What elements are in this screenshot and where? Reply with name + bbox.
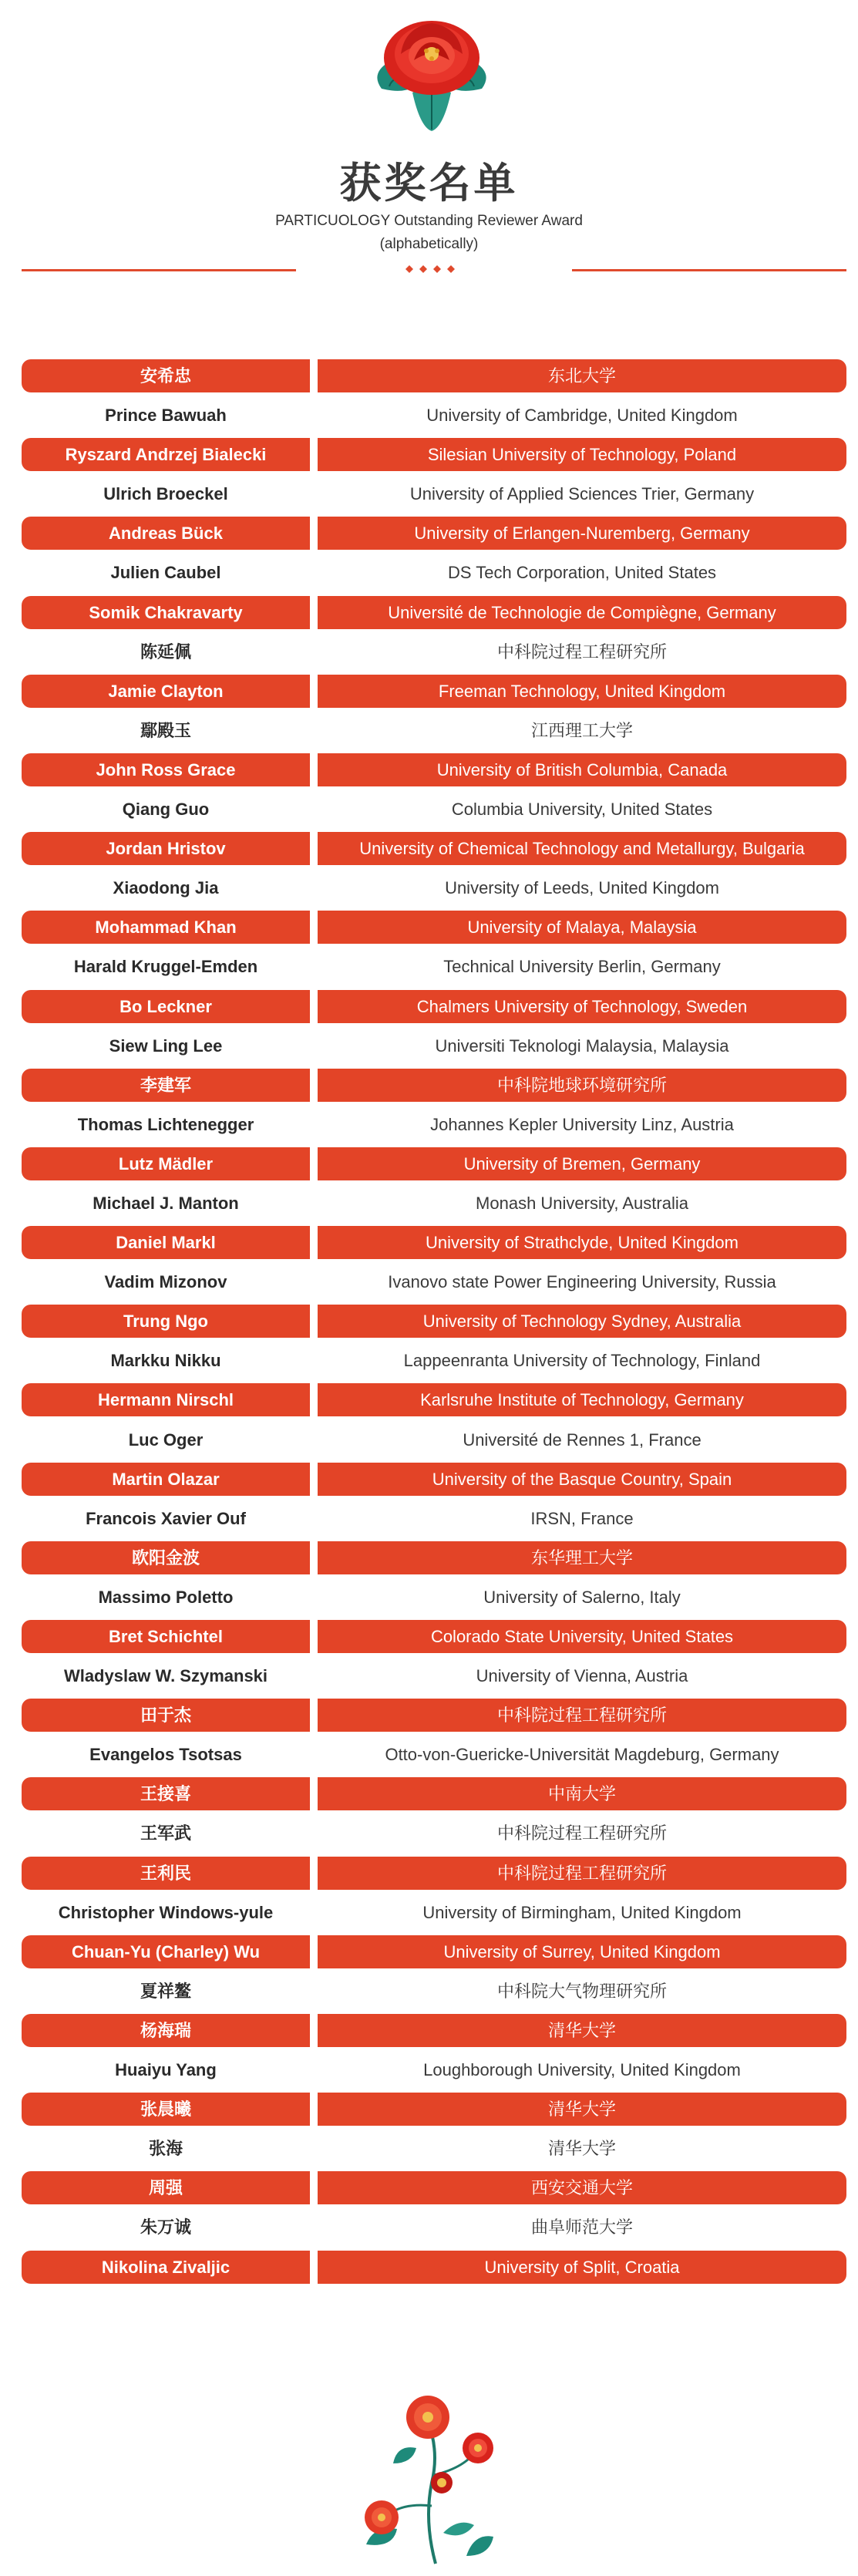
reviewer-affiliation: University of Cambridge, United Kingdom [426, 406, 738, 426]
reviewer-name: Andreas Bück [22, 517, 310, 550]
reviewer-affiliation: Silesian University of Technology, Poland [318, 438, 846, 471]
reviewer-row [0, 947, 858, 986]
reviewer-row [0, 1184, 858, 1223]
reviewer-row [0, 1813, 858, 1853]
reviewer-row [0, 1105, 858, 1144]
reviewer-row [0, 829, 858, 868]
reviewer-name: Thomas Lichtenegger [77, 1114, 254, 1134]
reviewer-name: Martin Olazar [22, 1463, 310, 1496]
reviewer-affiliation: University of Vienna, Austria [476, 1666, 688, 1686]
reviewer-name: Jordan Hristov [22, 832, 310, 865]
reviewer-row [0, 1578, 858, 1617]
reviewer-row [0, 2248, 858, 2287]
reviewer-row [0, 1223, 858, 1262]
reviewer-affiliation: Johannes Kepler University Linz, Austria [430, 1114, 734, 1134]
reviewer-name: 杨海瑞 [22, 2014, 310, 2047]
reviewer-row [0, 672, 858, 711]
reviewer-name: Somik Chakravarty [22, 596, 310, 629]
reviewer-affiliation: Karlsruhe Institute of Technology, Germany [318, 1383, 846, 1416]
reviewer-row [0, 1854, 858, 1893]
reviewer-affiliation: 中科院过程工程研究所 [318, 1699, 846, 1732]
reviewer-row [0, 711, 858, 750]
reviewer-row [0, 2011, 858, 2050]
award-subtitle [0, 210, 858, 256]
reviewer-affiliation: University of Bremen, Germany [318, 1147, 846, 1180]
reviewer-affiliation: University of Salerno, Italy [483, 1587, 681, 1607]
reviewer-row [0, 1301, 858, 1341]
reviewer-row [0, 2168, 858, 2207]
reviewer-name: Christopher Windows-yule [58, 1902, 274, 1922]
reviewer-name: 周强 [22, 2171, 310, 2204]
peony-flower-icon [358, 0, 505, 135]
reviewer-name: Ulrich Broeckel [103, 484, 228, 504]
reviewer-name: 王利民 [22, 1857, 310, 1890]
reviewer-name: Nikolina Zivaljic [22, 2251, 310, 2284]
reviewer-name: Prince Bawuah [105, 406, 227, 426]
reviewer-row [0, 514, 858, 553]
reviewer-affiliation: Université de Technologie de Compiègne, Germany [318, 596, 846, 629]
reviewer-affiliation: 中南大学 [318, 1777, 846, 1810]
reviewer-row [0, 553, 858, 592]
reviewer-affiliation: 曲阜师范大学 [530, 2217, 633, 2238]
reviewer-name: Harald Kruggel-Emden [73, 957, 258, 977]
reviewer-affiliation: DS Tech Corporation, United States [447, 563, 717, 583]
reviewer-affiliation: IRSN, France [530, 1508, 634, 1528]
reviewer-name: Michael J. Manton [93, 1193, 239, 1213]
reviewer-affiliation: 清华大学 [547, 2139, 616, 2159]
page-title: 获奖名单 [339, 159, 519, 207]
reviewer-affiliation: University of Strathclyde, United Kingdom [318, 1226, 846, 1259]
reviewer-name: 李建军 [22, 1069, 310, 1102]
reviewer-name: Wladyslaw W. Szymanski [63, 1666, 268, 1686]
reviewer-row [0, 1735, 858, 1774]
reviewer-row [0, 907, 858, 947]
reviewer-name: Francois Xavier Ouf [86, 1508, 246, 1528]
reviewer-affiliation: Université de Rennes 1, France [463, 1429, 702, 1450]
reviewer-name: Lutz Mädler [22, 1147, 310, 1180]
reviewer-row [0, 2089, 858, 2129]
reviewer-affiliation: 西安交通大学 [318, 2171, 846, 2204]
reviewer-name: 鄢殿玉 [140, 720, 191, 740]
reviewer-row [0, 1262, 858, 1301]
reviewer-name: Jamie Clayton [22, 675, 310, 708]
reviewer-row [0, 2129, 858, 2168]
reviewer-name: Daniel Markl [22, 1226, 310, 1259]
reviewer-row [0, 632, 858, 672]
reviewer-name: 安希忠 [22, 359, 310, 392]
reviewer-row [0, 1380, 858, 1419]
reviewer-name: 陈延佩 [140, 641, 191, 662]
diamond-dots-icon [403, 260, 457, 278]
reviewer-affiliation: University of Birmingham, United Kingdom [422, 1902, 742, 1922]
award-name: PARTICUOLOGY Outstanding Reviewer Award [275, 213, 583, 229]
reviewer-row [0, 1499, 858, 1538]
reviewer-row [0, 1420, 858, 1460]
ordering-note: (alphabetically) [379, 236, 479, 252]
reviewer-name: Huaiyu Yang [115, 2060, 217, 2080]
reviewer-affiliation: 中科院大气物理研究所 [496, 1981, 667, 2001]
reviewer-name: Hermann Nirschl [22, 1383, 310, 1416]
reviewer-row [0, 593, 858, 632]
reviewer-row [0, 1656, 858, 1695]
reviewer-name: Vadim Mizonov [104, 1272, 227, 1292]
reviewer-row [0, 1893, 858, 1932]
reviewer-name: Ryszard Andrzej Bialecki [22, 438, 310, 471]
reviewer-affiliation: University of Chemical Technology and Metallurgy, Bulgaria [318, 832, 846, 865]
reviewer-affiliation: Otto-von-Guericke-Universität Magdeburg, Germany [385, 1745, 779, 1765]
reviewer-row [0, 474, 858, 514]
reviewer-affiliation: University of Erlangen-Nuremberg, Germany [318, 517, 846, 550]
reviewer-affiliation: Columbia University, United States [451, 800, 713, 820]
flower-branch-icon [351, 2390, 509, 2568]
reviewer-affiliation: 中科院过程工程研究所 [496, 641, 667, 662]
reviewer-name: Trung Ngo [22, 1305, 310, 1338]
reviewer-row [0, 1932, 858, 1972]
reviewer-name: 王接喜 [22, 1777, 310, 1810]
reviewer-row [0, 1695, 858, 1735]
reviewer-row [0, 356, 858, 396]
reviewer-affiliation: University of Split, Croatia [318, 2251, 846, 2284]
reviewer-name: 王军武 [140, 1823, 191, 1844]
reviewer-affiliation: University of Malaya, Malaysia [318, 911, 846, 944]
reviewer-row [0, 1144, 858, 1184]
divider-left [22, 269, 296, 271]
reviewer-affiliation: 江西理工大学 [530, 720, 633, 740]
reviewer-affiliation: Lappeenranta University of Technology, Finland [403, 1351, 761, 1371]
reviewer-row [0, 1538, 858, 1578]
reviewer-row [0, 1460, 858, 1499]
reviewer-row [0, 1617, 858, 1656]
reviewer-affiliation: University of the Basque Country, Spain [318, 1463, 846, 1496]
reviewer-name: 田于杰 [22, 1699, 310, 1732]
reviewer-affiliation: Monash University, Australia [476, 1193, 688, 1213]
reviewer-name: 张海 [148, 2139, 183, 2159]
reviewer-affiliation: 东北大学 [318, 359, 846, 392]
reviewer-name: Bret Schichtel [22, 1620, 310, 1653]
reviewer-name: 朱万诚 [140, 2217, 191, 2238]
reviewer-row [0, 2207, 858, 2247]
reviewer-name: John Ross Grace [22, 753, 310, 786]
reviewer-name: Julien Caubel [110, 563, 221, 583]
reviewer-affiliation: Chalmers University of Technology, Sweden [318, 990, 846, 1023]
reviewer-affiliation: 中科院过程工程研究所 [318, 1857, 846, 1890]
reviewer-row [0, 750, 858, 790]
reviewer-name: Mohammad Khan [22, 911, 310, 944]
reviewer-row [0, 1972, 858, 2011]
reviewer-name: Xiaodong Jia [113, 878, 219, 898]
reviewer-affiliation: University of Technology Sydney, Australia [318, 1305, 846, 1338]
reviewer-affiliation: University of British Columbia, Canada [318, 753, 846, 786]
reviewer-name: Siew Ling Lee [109, 1035, 223, 1056]
reviewer-row [0, 1066, 858, 1105]
reviewer-row [0, 868, 858, 907]
reviewer-affiliation: 中科院过程工程研究所 [496, 1823, 667, 1844]
reviewer-affiliation: 中科院地球环境研究所 [318, 1069, 846, 1102]
reviewer-affiliation: Freeman Technology, United Kingdom [318, 675, 846, 708]
reviewer-row [0, 987, 858, 1026]
reviewer-row [0, 1026, 858, 1066]
reviewer-affiliation: Technical University Berlin, Germany [443, 957, 721, 977]
reviewer-affiliation: 清华大学 [318, 2014, 846, 2047]
reviewer-name: Bo Leckner [22, 990, 310, 1023]
reviewer-row [0, 790, 858, 829]
reviewer-affiliation: University of Leeds, United Kingdom [445, 878, 719, 898]
reviewer-name: Chuan-Yu (Charley) Wu [22, 1935, 310, 1968]
divider-right [572, 269, 846, 271]
reviewer-affiliation: 东华理工大学 [318, 1541, 846, 1574]
reviewer-name: Evangelos Tsotsas [89, 1745, 242, 1765]
reviewer-row [0, 396, 858, 435]
reviewer-name: 张晨曦 [22, 2093, 310, 2126]
reviewer-row [0, 2050, 858, 2089]
reviewer-row [0, 1774, 858, 1813]
reviewer-affiliation: 清华大学 [318, 2093, 846, 2126]
reviewer-affiliation: Universiti Teknologi Malaysia, Malaysia [435, 1035, 729, 1056]
reviewer-name: 夏祥鳌 [140, 1981, 191, 2001]
reviewer-name: Massimo Poletto [98, 1587, 234, 1607]
reviewer-affiliation: Ivanovo state Power Engineering University, Russia [388, 1272, 776, 1292]
reviewer-affiliation: Loughborough University, United Kingdom [423, 2060, 741, 2080]
reviewer-name: Luc Oger [128, 1429, 204, 1450]
reviewer-affiliation: University of Applied Sciences Trier, Germany [409, 484, 755, 504]
reviewer-name: Qiang Guo [122, 800, 210, 820]
reviewer-name: Markku Nikku [110, 1351, 221, 1371]
reviewer-row [0, 1341, 858, 1380]
reviewer-affiliation: Colorado State University, United States [318, 1620, 846, 1653]
reviewer-list [0, 356, 858, 2287]
reviewer-affiliation: University of Surrey, United Kingdom [318, 1935, 846, 1968]
reviewer-row [0, 435, 858, 474]
reviewer-name: 欧阳金波 [22, 1541, 310, 1574]
